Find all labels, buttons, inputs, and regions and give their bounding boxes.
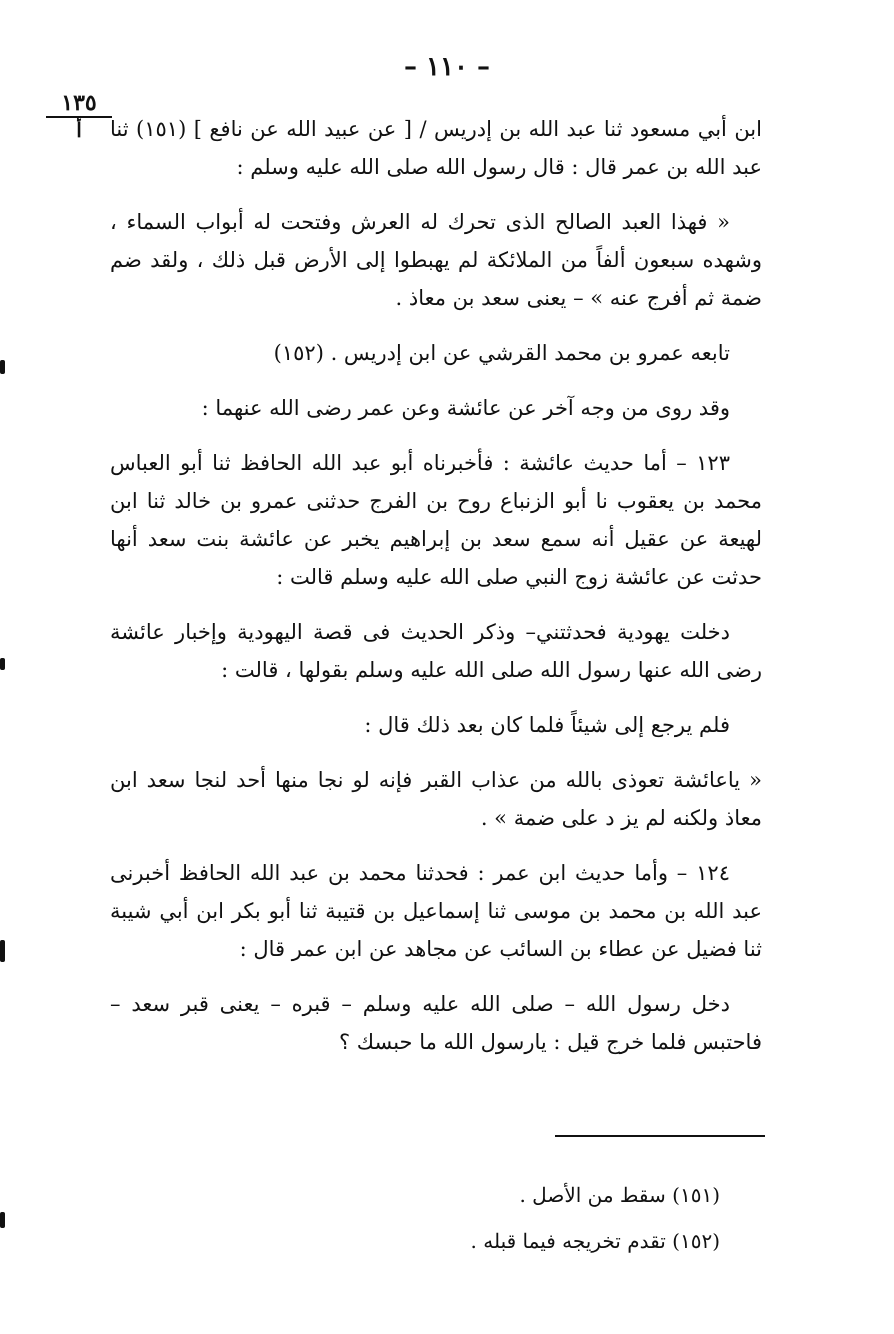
folio-side: أ [76, 118, 82, 142]
scan-edge-mark [0, 1212, 5, 1228]
paragraph: « فهذا العبد الصالح الذى تحرك له العرش وفتحت له أبواب السماء ، وشهده سبعون ألفاً من الملائكة لم يهبطوا إلى الأرض قبل ذلك ، ولقد ضم ضمة ثم أفرج عنه » – يعنى سعد بن معاذ . [110, 210, 762, 310]
paragraph: دخلت يهودية فحدثتني– وذكر الحديث فى قصة اليهودية وإخبار عائشة رضى الله عنها رسول الله صلى الله عليه وسلم بقولها ، قالت : [110, 620, 762, 682]
footnote: (١٥٢) تقدم تخريجه فيما قبله . [470, 1229, 720, 1253]
paragraph: تابعه عمرو بن محمد القرشي عن ابن إدريس . (١٥٢) [273, 341, 730, 365]
main-text [110, 110, 762, 1078]
manuscript-folio-ref [46, 92, 112, 140]
paragraph: ١٢٤ – وأما حديث ابن عمر : فحدثنا محمد بن عبد الله الحافظ أخبرنى عبد الله بن محمد بن موسى ثنا إسماعيل بن قتيبة ثنا أبو بكر ابن أبي شيبة ثنا فضيل عن عطاء بن السائب عن مجاهد عن ابن عمر قال : [110, 861, 762, 961]
paragraph: دخل رسول الله – صلى الله عليه وسلم – قبره – يعنى قبر سعد – فاحتبس فلما خرج قيل : يارسول الله ما حبسك ؟ [110, 992, 762, 1054]
paragraph: فلم يرجع إلى شيئاً فلما كان بعد ذلك قال : [364, 713, 730, 737]
folio-number: ١٣٥ [46, 92, 112, 118]
paragraph: « ياعائشة تعوذى بالله من عذاب القبر فإنه لو نجا منها أحد لنجا سعد ابن معاذ ولكنه لم يز د على ضمة » . [110, 768, 762, 830]
scan-edge-mark [0, 940, 5, 962]
paragraph: وقد روى من وجه آخر عن عائشة وعن عمر رضى الله عنهما : [201, 396, 730, 420]
page-number: – ١١٠ – [403, 52, 491, 82]
scan-edge-mark [0, 658, 5, 670]
scan-edge-mark [0, 360, 5, 374]
footnote: (١٥١) سقط من الأصل . [519, 1183, 720, 1207]
paragraph: ١٢٣ – أما حديث عائشة : فأخبرناه أبو عبد الله الحافظ ثنا أبو العباس محمد بن يعقوب نا أبو الزنباع روح بن الفرج حدثنى عمرو بن خالد ثنا ابن لهيعة عن عقيل أنه سمع سعد بن إبراهيم يخبر عن عائشة بنت سعد أنها حدثت عن عائشة زوج النبي صلى الله عليه وسلم قالت : [110, 451, 762, 589]
footnote-separator [555, 1135, 765, 1137]
footnotes [110, 1172, 720, 1264]
paragraph: ابن أبي مسعود ثنا عبد الله بن إدريس / [ عن عبيد الله عن نافع ] (١٥١) ثنا عبد الله بن عمر قال : قال رسول الله صلى الله عليه وسلم : [110, 117, 762, 179]
